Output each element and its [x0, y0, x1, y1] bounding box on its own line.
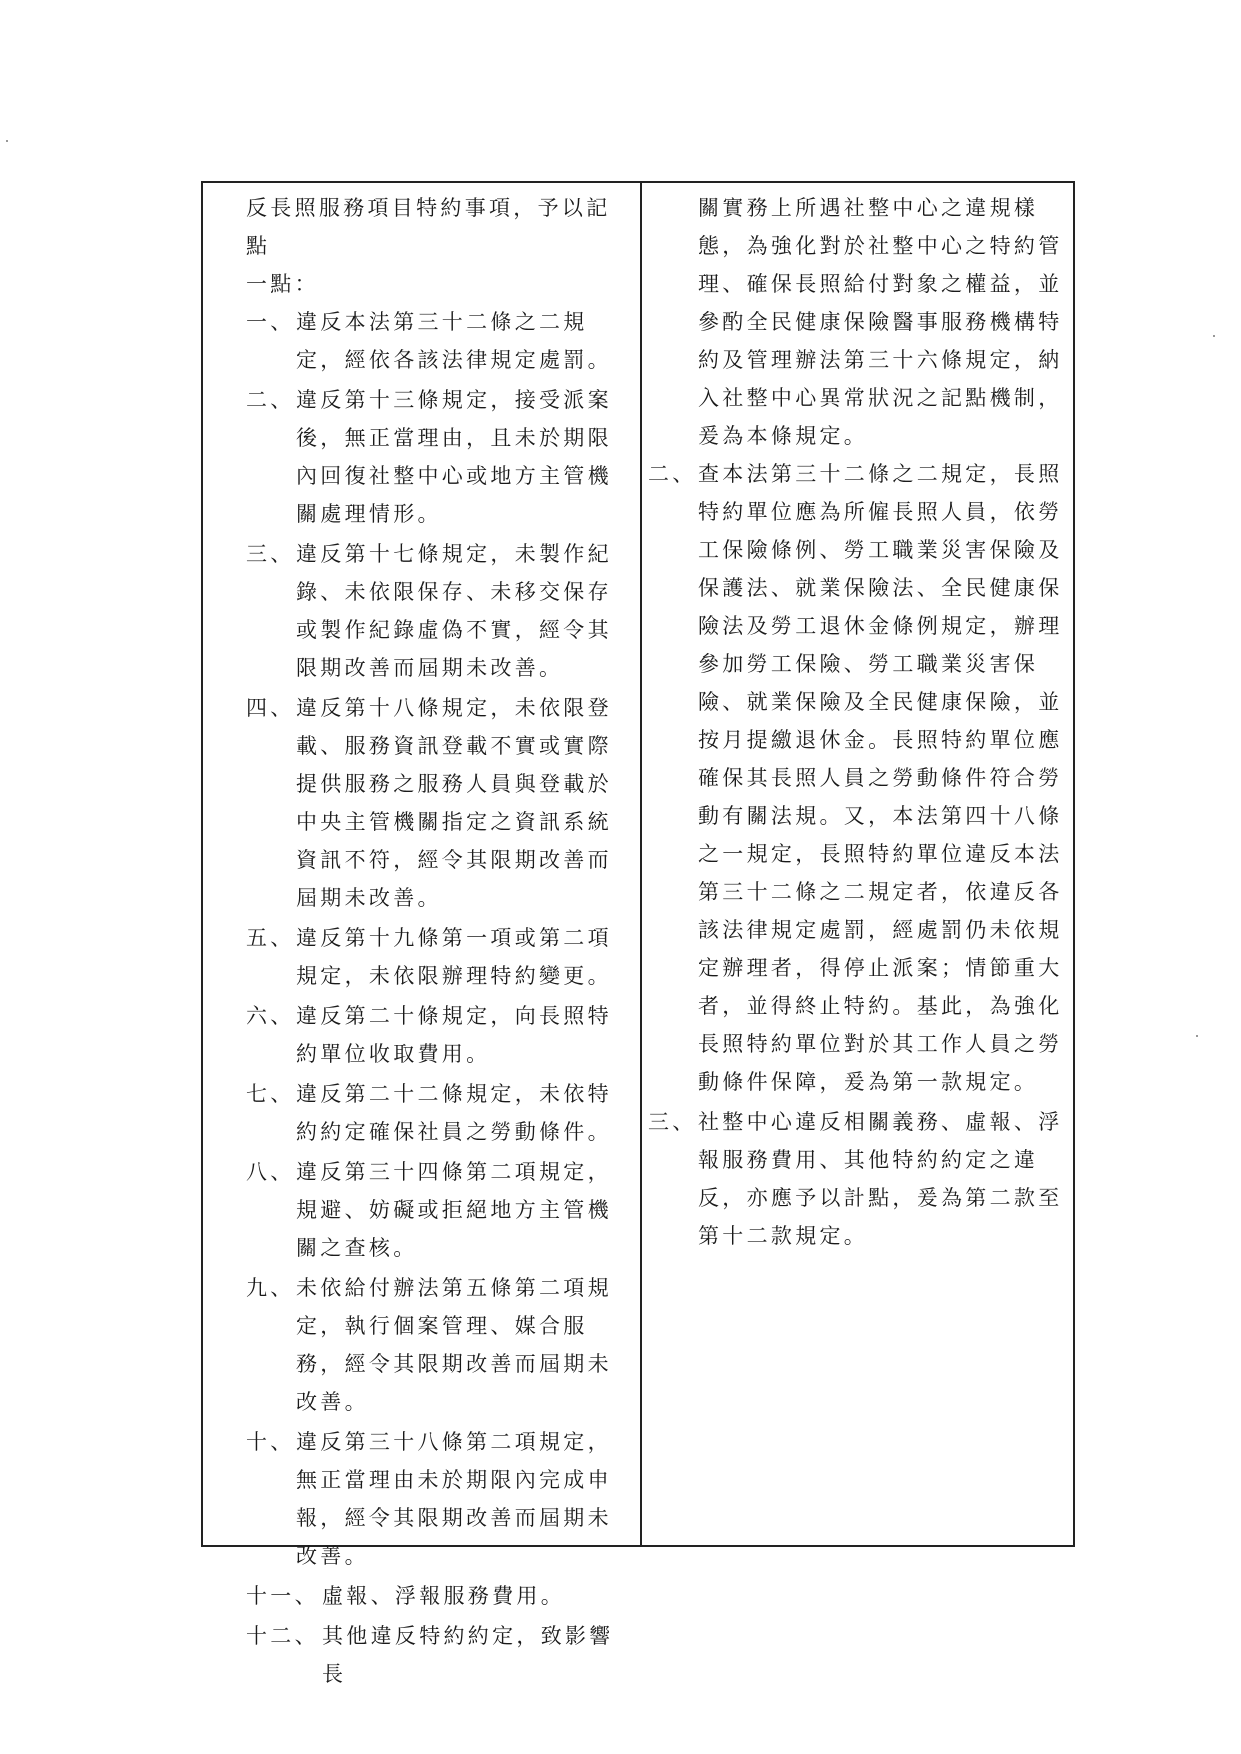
item-number: 一、 — [246, 310, 295, 334]
item-number: 五、 — [246, 926, 295, 950]
left-item-6 — [246, 997, 634, 1073]
item-number: 九、 — [246, 1276, 295, 1300]
left-item-10 — [246, 1423, 634, 1575]
item-number: 三、 — [648, 1110, 697, 1134]
scan-speck — [6, 140, 8, 142]
item-text: 違反第十九條第一項或第二項規定，未依限辦理特約變更。 — [296, 926, 612, 988]
item-number: 六、 — [246, 1004, 295, 1028]
item-number: 八、 — [246, 1160, 295, 1184]
item-text: 違反第二十二條規定，未依特約約定確保社員之勞動條件。 — [296, 1082, 612, 1144]
item-text: 社整中心違反相關義務、虛報、浮報服務費用、其他特約約定之違反，亦應予以計點，爰為第二款至第十二款規定。 — [698, 1110, 1063, 1248]
left-item-5 — [246, 919, 634, 995]
item-text: 違反本法第三十二條之二規定，經依各該法律規定處罰。 — [296, 310, 612, 372]
item-text: 查本法第三十二條之二規定，長照特約單位應為所僱長照人員，依勞工保險條例、勞工職業災害保險及保護法、就業保險法、全民健康保險法及勞工退休金條例規定，辦理參加勞工保險、勞工職業災害保險、就業保險及全民健康保險，並按月提繳退休金。長照特約單位應確保其長照人員之勞動條件符合勞動有關法規。又，本法第四十八條之一規定，長照特約單位違反本法第三十二條之二規定者，依違反各該法律規定處罰，經處罰仍未依規定辦理者，得停止派案；情節重大者，並得終止特約。基此，為強化長照特約單位對於其工作人員之勞動條件保障，爰為第一款規定。 — [698, 462, 1063, 1094]
item-text: 違反第十三條規定，接受派案後，無正當理由，且未於期限內回復社整中心或地方主管機關處理情形。 — [296, 388, 612, 526]
right-lead: 關實務上所遇社整中心之違規樣態，為強化對於社整中心之特約管理、確保長照給付對象之權益，並參酌全民健康保險醫事服務機構特約及管理辦法第三十六條規定，納入社整中心異常狀況之記點機制，爰為本條規定。 — [698, 196, 1063, 448]
item-number: 四、 — [246, 696, 295, 720]
left-item-7 — [246, 1075, 634, 1151]
item-text: 違反第三十四條第二項規定，規避、妨礙或拒絕地方主管機關之查核。 — [296, 1160, 612, 1260]
left-item-11 — [246, 1577, 634, 1615]
left-item-12 — [246, 1617, 634, 1693]
item-number: 二、 — [246, 388, 295, 412]
item-text: 其他違反特約約定，致影響長 — [322, 1624, 614, 1686]
item-text: 未依給付辦法第五條第二項規定，執行個案管理、媒合服務，經令其限期改善而屆期未改善。 — [296, 1276, 612, 1414]
item-number: 二、 — [648, 462, 697, 486]
left-intro: 反長照服務項目特約事項，予以記點 — [246, 196, 611, 258]
right-item-2 — [648, 455, 1069, 1101]
item-text: 違反第二十條規定，向長照特約單位收取費用。 — [296, 1004, 612, 1066]
left-item-1 — [246, 303, 634, 379]
right-column — [642, 183, 1075, 1545]
item-number: 三、 — [246, 542, 295, 566]
left-item-9 — [246, 1269, 634, 1421]
left-item-4 — [246, 689, 634, 917]
item-text: 違反第十八條規定，未依限登載、服務資訊登載不實或實際提供服務之服務人員與登載於中央主管機關指定之資訊系統資訊不符，經令其限期改善而屆期未改善。 — [296, 696, 612, 910]
scan-speck — [1196, 1035, 1198, 1037]
item-number: 十二、 — [246, 1624, 319, 1648]
left-item-3 — [246, 535, 634, 687]
left-item-2 — [246, 381, 634, 533]
document-table — [201, 181, 1075, 1686]
item-text: 違反第十七條規定，未製作紀錄、未依限保存、未移交保存或製作紀錄虛偽不實，經令其限期改善而屆期未改善。 — [296, 542, 612, 680]
right-item-3 — [648, 1103, 1069, 1255]
item-text: 違反第三十八條第二項規定，無正當理由未於期限內完成申報，經令其限期改善而屆期未改善。 — [296, 1430, 612, 1568]
item-number: 七、 — [246, 1082, 295, 1106]
scan-speck — [1213, 335, 1215, 337]
left-intro-cont: 一點： — [246, 272, 319, 296]
left-item-8 — [246, 1153, 634, 1267]
item-number: 十、 — [246, 1430, 295, 1454]
left-column — [203, 183, 640, 1686]
item-text: 虛報、浮報服務費用。 — [322, 1584, 565, 1608]
item-number: 十一、 — [246, 1584, 319, 1608]
